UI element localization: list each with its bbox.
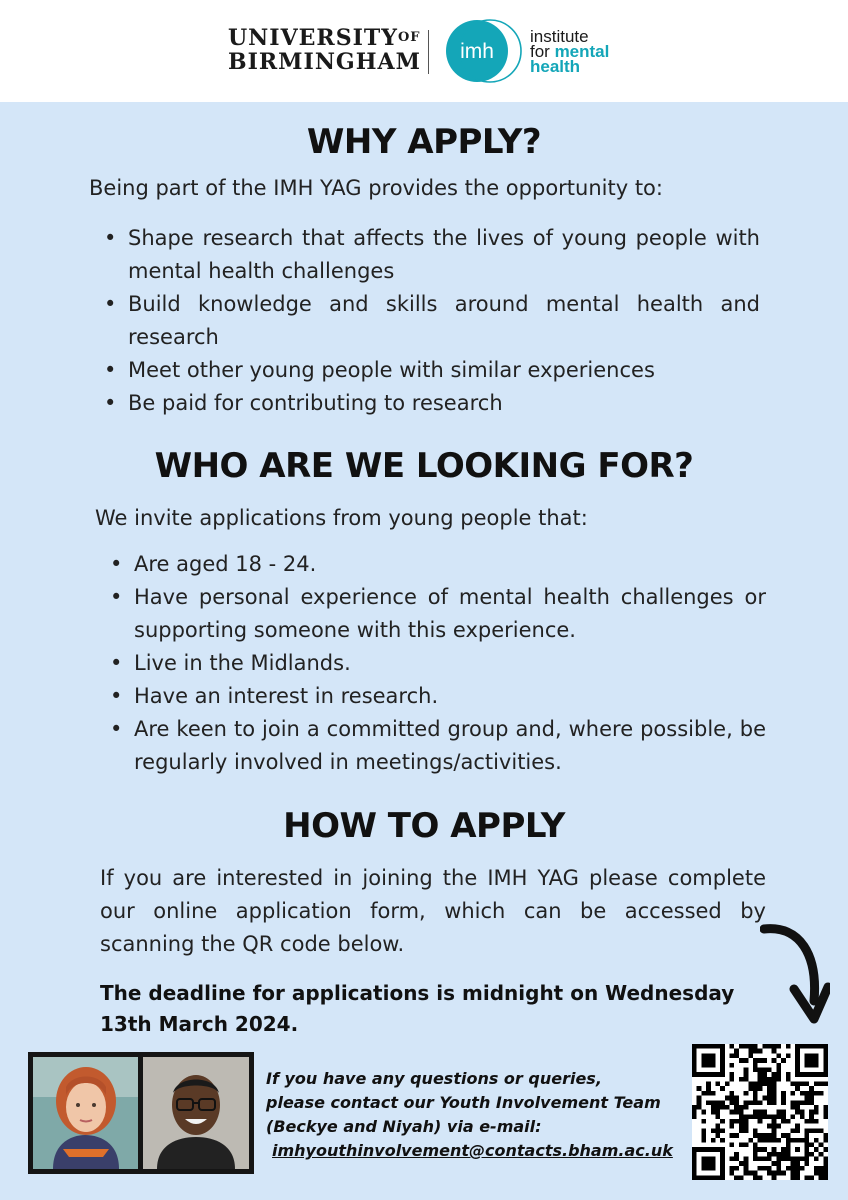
contact-email-link[interactable]: imhyouthinvolvement@contacts.bham.ac.uk: [272, 1141, 673, 1160]
list-item: • Live in the Midlands.: [106, 647, 766, 680]
who-list: [106, 548, 766, 779]
niyah-photo: [143, 1057, 249, 1169]
bullet-icon: •: [104, 358, 117, 382]
bullet-icon: •: [110, 552, 123, 576]
why-apply-list: [100, 222, 760, 420]
deadline-text: The deadline for applications is midnight on Wednesday 13th March 2024.: [100, 981, 735, 1036]
team-photos: [28, 1052, 254, 1174]
who-heading: WHO ARE WE LOOKING FOR?: [154, 446, 694, 486]
curved-arrow-icon: [760, 915, 830, 1025]
qr-code-icon[interactable]: [692, 1044, 828, 1180]
list-item: • Are keen to join a committed group and, where possible, be regularly involved in meetings/activities.: [106, 713, 766, 779]
who-intro: We invite applications from young people that:: [95, 506, 588, 530]
bullet-icon: •: [104, 391, 117, 415]
how-heading: HOW TO APPLY: [283, 806, 565, 846]
imh-abbr: imh: [460, 40, 494, 63]
uob-line1: UNIVERSITY: [228, 25, 398, 51]
uob-line2: BIRMINGHAM: [228, 49, 421, 75]
bullet-icon: •: [104, 292, 117, 316]
contact-info: [266, 1067, 673, 1163]
uob-of: OF: [397, 30, 421, 45]
why-apply-intro: Being part of the IMH YAG provides the opportunity to:: [89, 176, 663, 200]
why-apply-heading: WHY APPLY?: [306, 122, 542, 162]
contact-line1: If you have any questions or queries,: [266, 1069, 602, 1088]
imh-line1: institute: [530, 27, 589, 46]
list-item: • Shape research that affects the lives of young people with mental health challenges: [100, 222, 760, 288]
imh-wordmark: [530, 29, 609, 74]
contact-line3: (Beckye and Niyah) via e-mail:: [266, 1117, 542, 1136]
bullet-icon: •: [110, 717, 123, 741]
header-banner: [0, 0, 848, 102]
imh-line2-accent: mental: [554, 42, 610, 61]
bullet-icon: •: [110, 585, 123, 609]
list-item: • Have personal experience of mental health challenges or supporting someone with this experience.: [106, 581, 766, 647]
bullet-icon: •: [110, 651, 123, 675]
beckye-photo: [33, 1057, 138, 1169]
how-paragraph: If you are interested in joining the IMH YAG please complete our online application form, which can be accessed by scanning the QR code below.: [100, 866, 766, 956]
imh-line2-prefix: for: [530, 42, 555, 61]
list-item: • Meet other young people with similar experiences: [100, 354, 760, 387]
university-of-birmingham-logo: [228, 26, 421, 74]
imh-logo-icon: [444, 18, 526, 84]
list-item: • Are aged 18 - 24.: [106, 548, 766, 581]
bullet-icon: •: [110, 684, 123, 708]
contact-line2: please contact our Youth Involvement Team: [266, 1093, 661, 1112]
list-item: • Have an interest in research.: [106, 680, 766, 713]
list-item: • Build knowledge and skills around mental health and research: [100, 288, 760, 354]
imh-line3: health: [530, 57, 581, 76]
list-item: • Be paid for contributing to research: [100, 387, 760, 420]
bullet-icon: •: [104, 226, 117, 250]
logo-divider: [428, 30, 429, 74]
